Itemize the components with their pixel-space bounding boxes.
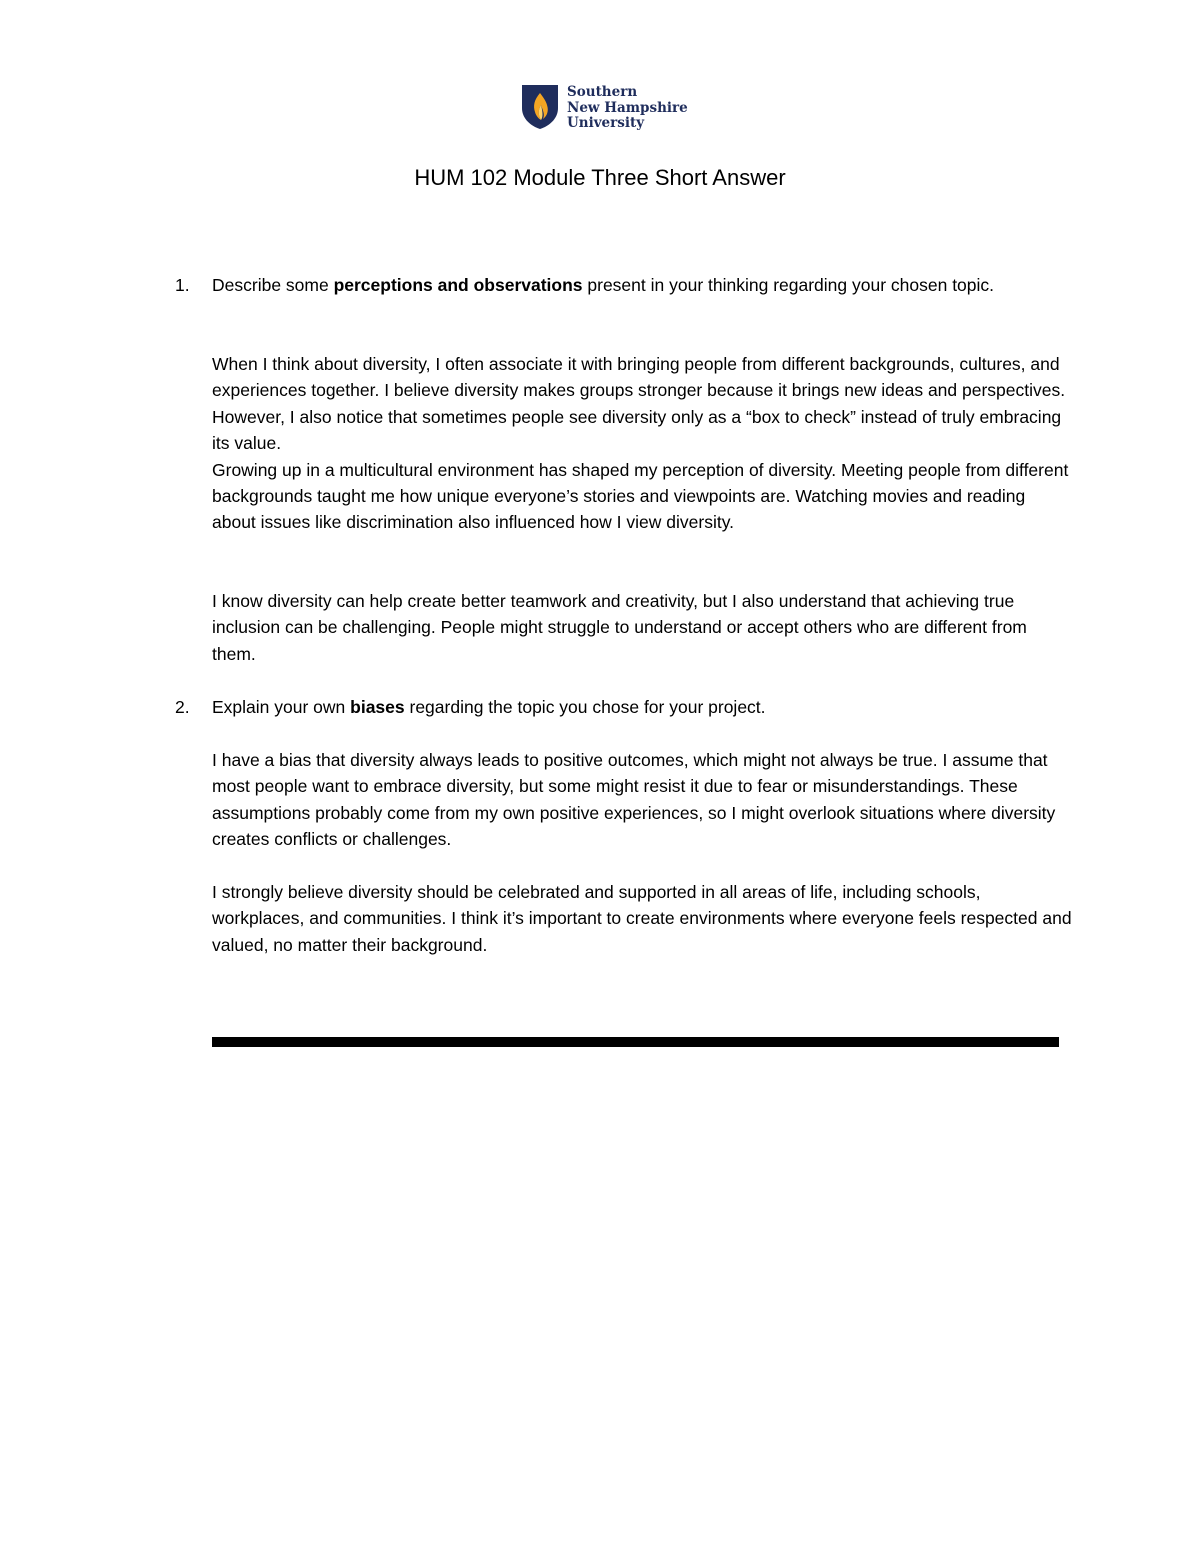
answer-2-paragraph-1: I have a bias that diversity always leads to positive outcomes, which might not always be true. I assume that most people want to embrace diversity, but some might resist it due to fear or misunderstandings. These assumptions probably come from my own positive experiences, so I might overlook situations where diversity creates conflicts or challenges. [212,750,1056,850]
document-title: HUM 102 Module Three Short Answer [414,165,786,190]
horizontal-divider [212,1037,1059,1047]
shield-flame-icon [521,84,559,130]
logo-line-new-hampshire: New Hampshire [567,99,688,116]
question-prompt-1 [212,272,1062,298]
logo-wordmark [567,85,688,132]
question-1-suffix: present in your thinking regarding your chosen topic. [582,275,995,295]
answer-1-paragraph-2: Growing up in a multicultural environment has shaped my perception of diversity. Meeting people from different backgrounds taught me how unique everyone’s stories and viewpoints are. Watching movies and reading about issues like discrimination also influenced how I view diversity. [212,459,1069,533]
question-2-suffix: regarding the topic you chose for your project. [404,697,766,717]
answer-1-block-b [212,588,1072,667]
logo-line-university: University [567,115,645,131]
logo-line-southern: Southern [567,84,638,100]
question-number-2: 2. [175,697,190,717]
question-number-1: 1. [175,275,190,295]
answer-1-paragraph-1: When I think about diversity, I often associate it with bringing people from different backgrounds, cultures, and experiences together. I believe diversity makes groups stronger because it brings new ideas and perspectives. However, I also notice that sometimes people see diversity only as a “box to check” instead of truly embracing its value. [212,354,1066,454]
question-1-emphasis: perceptions and observations [333,275,583,295]
university-logo [521,84,688,132]
answer-2-block-a [212,747,1072,853]
answer-2-paragraph-2: I strongly believe diversity should be celebrated and supported in all areas of life, including schools, workplaces, and communities. I think it’s important to create environments where everyone feels respected and valued, no matter their background. [212,882,1072,955]
question-1-prefix: Describe some [212,275,334,295]
question-prompt-2 [212,694,1062,720]
question-2-emphasis: biases [350,697,405,717]
question-2-prefix: Explain your own [212,697,351,717]
answer-1-block-a [212,351,1072,536]
answer-2-block-b [212,879,1072,958]
answer-1-paragraph-3: I know diversity can help create better teamwork and creativity, but I also understand that achieving true inclusion can be challenging. People might struggle to understand or accept others who are different from them. [212,591,1027,664]
